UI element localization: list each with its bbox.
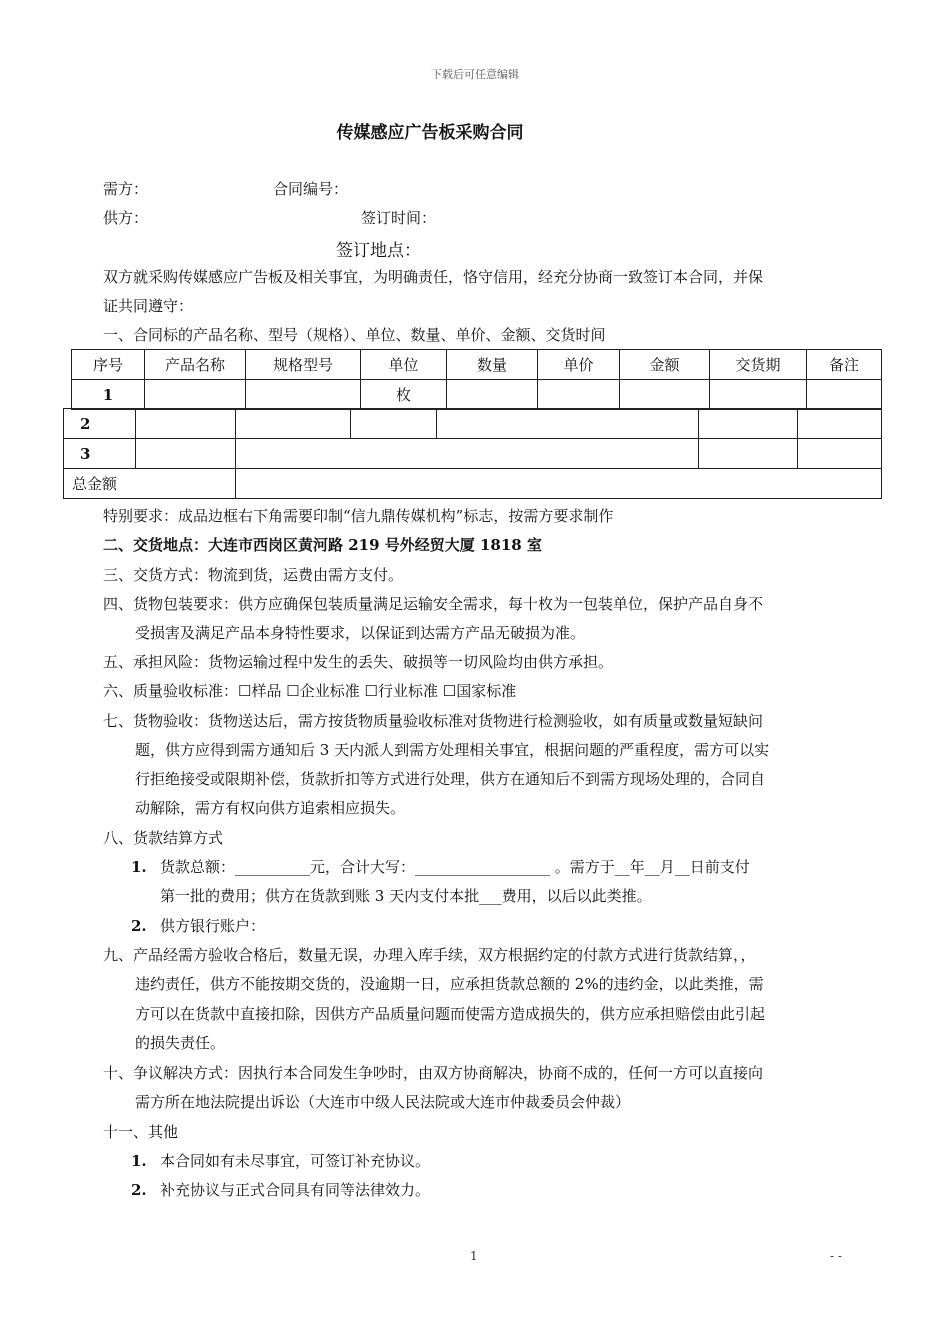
- row-3-merged-cell[interactable]: [236, 439, 699, 469]
- section-11-item-2-number: 2.: [131, 1181, 147, 1199]
- section-11-item-1-number: 1.: [131, 1152, 147, 1170]
- total-amount-cell[interactable]: [236, 469, 882, 499]
- section-3: 三、交货方式：物流到货，运费由需方支付。: [103, 566, 404, 584]
- col-header-spec: 规格型号: [246, 350, 361, 380]
- section-7-line-4: 动解除，需方有权向供方追索相应损失。: [135, 799, 406, 817]
- section-8-item-1-number: 1.: [131, 858, 147, 876]
- section-6: [103, 681, 516, 701]
- col-header-price: 单价: [538, 350, 620, 380]
- row-3-product-cell[interactable]: [136, 439, 236, 469]
- section-8-item-1-line-2: 第一批的费用；供方在货款到账 3 天内支付本批___费用，以后以此类推。: [160, 887, 652, 905]
- option-industry-standard: 行业标准: [377, 682, 438, 700]
- section-6-label: 六、质量验收标准：: [103, 682, 239, 700]
- checkbox-enterprise-standard[interactable]: ☐: [286, 682, 300, 700]
- section-7-line-3: 行拒绝接受或限期补偿，货款折扣等方式进行处理，供方在通知后不到需方现场处理的，合同自: [135, 770, 766, 788]
- row-1-qty-cell[interactable]: [447, 380, 538, 410]
- row-3-delivery-cell[interactable]: [699, 439, 798, 469]
- section-5: 五、承担风险：货物运输过程中发生的丢失、破损等一切风险均由供方承担。: [103, 653, 614, 671]
- section-11-title: 十一、其他: [103, 1123, 179, 1141]
- header-note: 下载后可任意编辑: [431, 68, 519, 81]
- section-2: 二、交货地点：大连市西岗区黄河路 219 号外经贸大厦 1818 室: [103, 536, 542, 554]
- section-8-item-1-line-1: 货款总额：__________元，合计大写：__________________ 。需方于__年__月__日前支付: [160, 858, 750, 876]
- total-row: [64, 469, 882, 499]
- section-1-heading: 一、合同标的产品名称、型号（规格）、单位、数量、单价、金额、交货时间: [103, 326, 606, 344]
- row-1-remark-cell[interactable]: [807, 380, 882, 410]
- col-header-product: 产品名称: [145, 350, 246, 380]
- table-row: [64, 439, 882, 469]
- row-2-spec-cell[interactable]: [236, 409, 351, 439]
- option-sample: 样品: [251, 682, 282, 700]
- special-requirement: 特别要求：成品边框右下角需要印制“信九鼎传媒机构”标志，按需方要求制作: [103, 507, 614, 525]
- intro-line-1: 双方就采购传媒感应广告板及相关事宜，为明确责任，恪守信用，经充分协商一致签订本合同，并保: [103, 268, 764, 286]
- contract-title: 传媒感应广告板采购合同: [336, 123, 524, 143]
- buyer-label: 需方：: [103, 180, 149, 198]
- section-7-line-2: 题，供方应得到需方通知后 3 天内派人到需方处理相关事宜，根据问题的严重程度，需方可以实: [135, 741, 770, 759]
- sign-time-label: 签订时间：: [361, 209, 437, 227]
- section-4-line-1: 四、货物包装要求：供方应确保包装质量满足运输安全需求，每十枚为一包装单位，保护产品自身不: [103, 595, 764, 613]
- row-3-remark-cell[interactable]: [798, 439, 882, 469]
- sign-place-label: 签订地点：: [336, 241, 421, 261]
- table-header-row: [72, 350, 882, 380]
- row-1-spec-cell[interactable]: [246, 380, 361, 410]
- section-10-line-1: 十、争议解决方式：因执行本合同发生争吵时，由双方协商解决，协商不成的，任何一方可以直接向: [103, 1064, 764, 1082]
- row-2-remark-cell[interactable]: [798, 409, 882, 439]
- intro-line-2: 证共同遵守：: [103, 297, 194, 315]
- row-1-amount-cell[interactable]: [620, 380, 710, 410]
- row-2-product-cell[interactable]: [136, 409, 236, 439]
- row-3-no: 3: [64, 439, 136, 469]
- col-header-remark: 备注: [807, 350, 882, 380]
- row-1-delivery-cell[interactable]: [710, 380, 807, 410]
- section-9-line-1: 九、产品经需方验收合格后，数量无误，办理入库手续，双方根据约定的付款方式进行货款结算，，: [103, 946, 756, 964]
- page-number: 1: [470, 1249, 478, 1263]
- row-2-delivery-cell[interactable]: [699, 409, 798, 439]
- col-header-unit: 单位: [361, 350, 447, 380]
- checkbox-national-standard[interactable]: ☐: [442, 682, 457, 700]
- section-10-line-2: 需方所在地法院提出诉讼（大连市中级人民法院或大连市仲裁委员会仲裁）: [135, 1093, 631, 1111]
- section-8-title: 八、货款结算方式: [103, 829, 224, 847]
- section-9-line-4: 的损失责任。: [135, 1034, 226, 1052]
- table-row: [72, 380, 882, 410]
- section-4-line-2: 受损害及满足产品本身特性要求，以保证到达需方产品无破损为准。: [135, 624, 586, 642]
- row-1-price-cell[interactable]: [538, 380, 620, 410]
- col-header-no: 序号: [72, 350, 145, 380]
- col-header-delivery: 交货期: [710, 350, 807, 380]
- checkbox-sample[interactable]: ☐: [238, 682, 252, 700]
- col-header-amount: 金额: [620, 350, 710, 380]
- row-2-unit-cell[interactable]: [351, 409, 437, 439]
- section-11-item-2: 补充协议与正式合同具有同等法律效力。: [160, 1181, 431, 1199]
- row-2-qty-price-amount-cell[interactable]: [437, 409, 699, 439]
- row-2-no: 2: [64, 409, 136, 439]
- supplier-label: 供方：: [103, 209, 149, 227]
- col-header-qty: 数量: [447, 350, 538, 380]
- section-7-line-1: 七、货物验收：货物送达后，需方按货物质量验收标准对货物进行检测验收，如有质量或数量短缺问: [103, 712, 764, 730]
- product-table-main: [71, 349, 882, 410]
- option-enterprise-standard: 企业标准: [299, 682, 360, 700]
- contract-no-label: 合同编号：: [273, 180, 349, 198]
- row-1-product-cell[interactable]: [145, 380, 246, 410]
- total-amount-label: 总金额: [64, 469, 236, 499]
- footer-marker: - -: [830, 1249, 842, 1263]
- section-9-line-3: 方可以在货款中直接扣除，因供方产品质量问题而使需方造成损失的，供方应承担赔偿由此引起: [135, 1005, 766, 1023]
- row-1-unit: 枚: [361, 380, 447, 410]
- checkbox-industry-standard[interactable]: ☐: [364, 682, 378, 700]
- row-1-no: 1: [72, 380, 145, 410]
- section-9-line-2: 违约责任，供方不能按期交货的，没逾期一日，应承担货款总额的 2%的违约金，以此类推，需: [135, 975, 764, 993]
- section-8-item-2-number: 2.: [131, 917, 147, 935]
- product-table-lower: [63, 408, 882, 499]
- section-11-item-1: 本合同如有未尽事宜，可签订补充协议。: [160, 1152, 431, 1170]
- option-national-standard: 国家标准: [456, 682, 517, 700]
- table-row: [64, 409, 882, 439]
- section-8-item-2: 供方银行账户：: [160, 917, 266, 935]
